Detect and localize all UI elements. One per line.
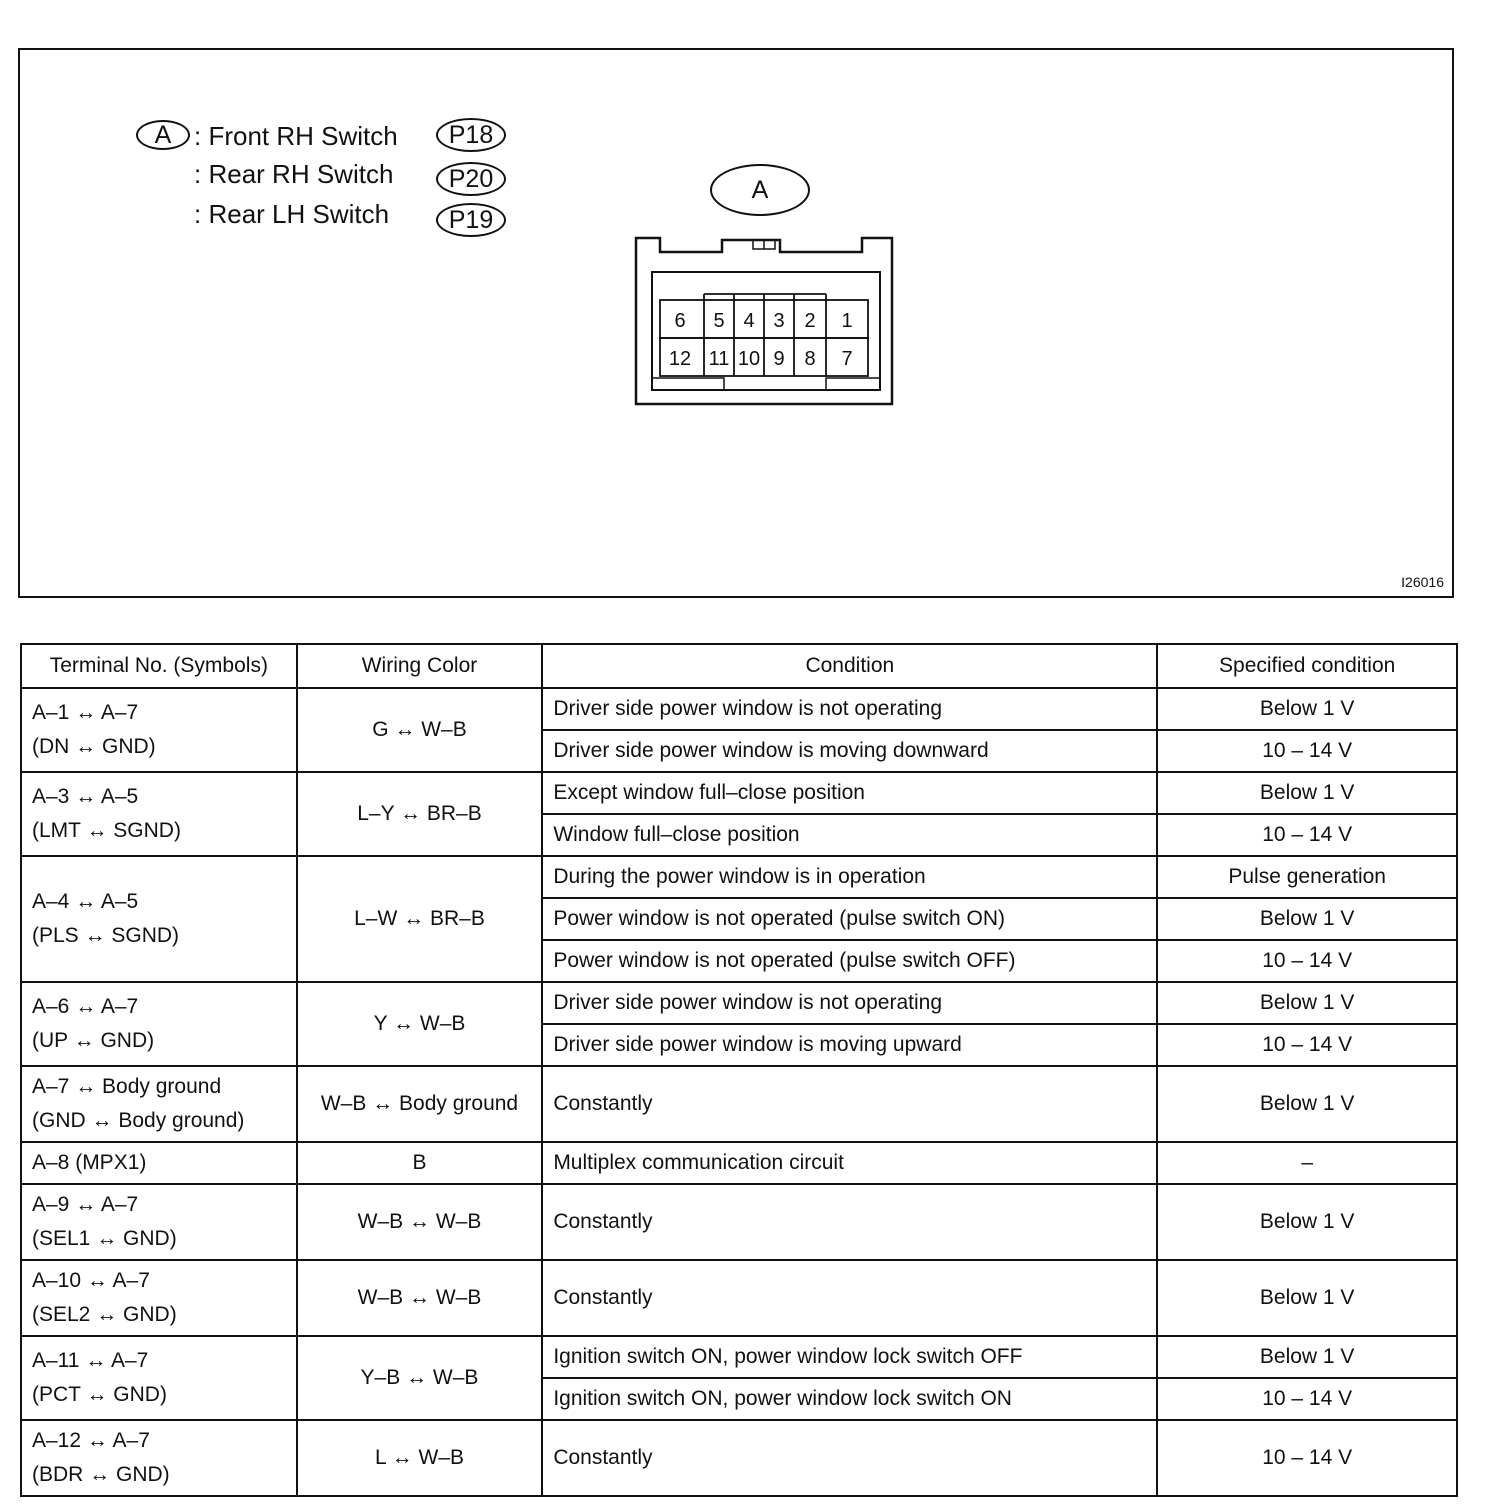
wiring-color-cell: L–W ↔ BR–B — [297, 856, 543, 982]
legend-code-oval — [436, 162, 506, 196]
table-row — [21, 1142, 1457, 1184]
table-row — [21, 772, 1457, 814]
pin-label: 4 — [743, 310, 755, 332]
header-wiring-color: Wiring Color — [297, 644, 543, 688]
terminal-cell — [21, 1260, 297, 1336]
terminal-spec-table — [20, 643, 1458, 1497]
terminal-symbols: (GND ↔ Body ground) — [32, 1109, 245, 1132]
terminal-symbols: (SEL1 ↔ GND) — [32, 1227, 177, 1250]
terminal-cell — [21, 1336, 297, 1420]
connector-letter: A — [154, 120, 172, 149]
table-body — [21, 688, 1457, 1496]
condition-cell: During the power window is in operation — [542, 856, 1157, 898]
legend-label: Rear LH Switch — [208, 199, 390, 229]
pin-label: 7 — [841, 348, 853, 370]
terminal-number: A–12 ↔ A–7 — [32, 1429, 150, 1452]
header-condition: Condition — [542, 644, 1157, 688]
connector-shape — [630, 232, 900, 412]
condition-cell: Driver side power window is not operating — [542, 982, 1157, 1024]
terminal-number: A–11 ↔ A–7 — [32, 1349, 149, 1372]
legend-item-front-rh: : Front RH Switch — [194, 121, 398, 151]
table-header-row — [21, 644, 1457, 688]
terminal-cell — [21, 1184, 297, 1260]
wiring-color-cell: W–B ↔ W–B — [297, 1184, 543, 1260]
specified-condition-cell: Below 1 V — [1157, 982, 1457, 1024]
condition-cell: Power window is not operated (pulse switch ON) — [542, 898, 1157, 940]
terminal-number: A–9 ↔ A–7 — [32, 1193, 139, 1216]
table-row — [21, 1260, 1457, 1336]
terminal-symbols: (LMT ↔ SGND) — [32, 819, 181, 842]
figure-id: I26016 — [1401, 574, 1444, 590]
terminal-symbols: (BDR ↔ GND) — [32, 1463, 170, 1486]
terminal-symbols: (UP ↔ GND) — [32, 1029, 155, 1052]
pin-label: 1 — [841, 310, 853, 332]
specified-condition-cell: 10 – 14 V — [1157, 1420, 1457, 1496]
terminal-number: A–6 ↔ A–7 — [32, 995, 139, 1018]
connector-diagram — [18, 48, 1454, 598]
pin-label: 6 — [674, 310, 686, 332]
specified-condition-cell: 10 – 14 V — [1157, 940, 1457, 982]
pin-label: 9 — [773, 348, 785, 370]
condition-cell: Constantly — [542, 1420, 1157, 1496]
pin-label: 2 — [804, 310, 816, 332]
legend-label: Rear RH Switch — [208, 159, 394, 189]
pin-label: 8 — [804, 348, 816, 370]
wiring-color-cell: G ↔ W–B — [297, 688, 543, 772]
condition-cell: Window full–close position — [542, 814, 1157, 856]
legend-label: Front RH Switch — [208, 121, 398, 151]
specified-condition-cell: Pulse generation — [1157, 856, 1457, 898]
pin-label: 11 — [708, 348, 730, 370]
table-row — [21, 856, 1457, 898]
condition-cell: Multiplex communication circuit — [542, 1142, 1157, 1184]
specified-condition-cell: 10 – 14 V — [1157, 1024, 1457, 1066]
specified-condition-cell: Below 1 V — [1157, 1184, 1457, 1260]
condition-cell: Ignition switch ON, power window lock switch ON — [542, 1378, 1157, 1420]
wiring-color-cell: W–B ↔ Body ground — [297, 1066, 543, 1142]
connector-label: A — [751, 175, 769, 204]
terminal-number: A–7 ↔ Body ground — [32, 1075, 222, 1098]
terminal-symbols: (SEL2 ↔ GND) — [32, 1303, 177, 1326]
condition-cell: Driver side power window is moving downward — [542, 730, 1157, 772]
specified-condition-cell: 10 – 14 V — [1157, 1378, 1457, 1420]
terminal-symbols: (PCT ↔ GND) — [32, 1383, 167, 1406]
terminal-cell — [21, 1420, 297, 1496]
terminal-number: A–4 ↔ A–5 — [32, 890, 139, 913]
condition-cell: Constantly — [542, 1066, 1157, 1142]
connector-letter-oval — [136, 120, 190, 150]
terminal-cell — [21, 772, 297, 856]
legend-code: P20 — [448, 164, 494, 193]
specified-condition-cell: Below 1 V — [1157, 1336, 1457, 1378]
wiring-color-cell: Y–B ↔ W–B — [297, 1336, 543, 1420]
table-row — [21, 982, 1457, 1024]
legend-code-oval — [436, 203, 506, 237]
specified-condition-cell: Below 1 V — [1157, 1066, 1457, 1142]
header-specified-condition: Specified condition — [1157, 644, 1457, 688]
condition-cell: Constantly — [542, 1184, 1157, 1260]
pin-label: 10 — [737, 348, 761, 370]
condition-cell: Except window full–close position — [542, 772, 1157, 814]
legend-code: P18 — [448, 120, 494, 149]
table-row — [21, 688, 1457, 730]
condition-cell: Driver side power window is moving upward — [542, 1024, 1157, 1066]
pin-label: 12 — [668, 348, 692, 370]
connector-label-oval — [710, 164, 810, 216]
header-terminal: Terminal No. (Symbols) — [21, 644, 297, 688]
wiring-color-cell: L ↔ W–B — [297, 1420, 543, 1496]
specified-condition-cell: Below 1 V — [1157, 688, 1457, 730]
condition-cell: Constantly — [542, 1260, 1157, 1336]
specified-condition-cell: 10 – 14 V — [1157, 814, 1457, 856]
wiring-color-cell: B — [297, 1142, 543, 1184]
terminal-cell — [21, 688, 297, 772]
specified-condition-cell: Below 1 V — [1157, 898, 1457, 940]
terminal-cell — [21, 1066, 297, 1142]
terminal-number: A–3 ↔ A–5 — [32, 785, 139, 808]
legend-item-rear-rh: : Rear RH Switch — [194, 159, 394, 189]
legend-item-rear-lh: : Rear LH Switch — [194, 199, 390, 229]
table-row — [21, 1066, 1457, 1142]
table-row — [21, 1184, 1457, 1260]
specified-condition-cell: – — [1157, 1142, 1457, 1184]
condition-cell: Driver side power window is not operating — [542, 688, 1157, 730]
terminal-symbols: (DN ↔ GND) — [32, 735, 156, 758]
terminal-number: A–8 (MPX1) — [32, 1151, 147, 1174]
terminal-number: A–1 ↔ A–7 — [32, 701, 139, 724]
specified-condition-cell: Below 1 V — [1157, 772, 1457, 814]
table-row — [21, 1336, 1457, 1378]
wiring-color-cell: L–Y ↔ BR–B — [297, 772, 543, 856]
specified-condition-cell: Below 1 V — [1157, 1260, 1457, 1336]
wiring-color-cell: Y ↔ W–B — [297, 982, 543, 1066]
legend-code: P19 — [448, 205, 494, 234]
terminal-symbols: (PLS ↔ SGND) — [32, 924, 180, 947]
terminal-cell — [21, 856, 297, 982]
wiring-color-cell: W–B ↔ W–B — [297, 1260, 543, 1336]
specified-condition-cell: 10 – 14 V — [1157, 730, 1457, 772]
pin-label: 5 — [713, 310, 725, 332]
legend-code-oval — [436, 118, 506, 152]
condition-cell: Power window is not operated (pulse switch OFF) — [542, 940, 1157, 982]
terminal-cell — [21, 1142, 297, 1184]
table-row — [21, 1420, 1457, 1496]
pin-label: 3 — [773, 310, 785, 332]
condition-cell: Ignition switch ON, power window lock switch OFF — [542, 1336, 1157, 1378]
terminal-cell — [21, 982, 297, 1066]
terminal-number: A–10 ↔ A–7 — [32, 1269, 150, 1292]
